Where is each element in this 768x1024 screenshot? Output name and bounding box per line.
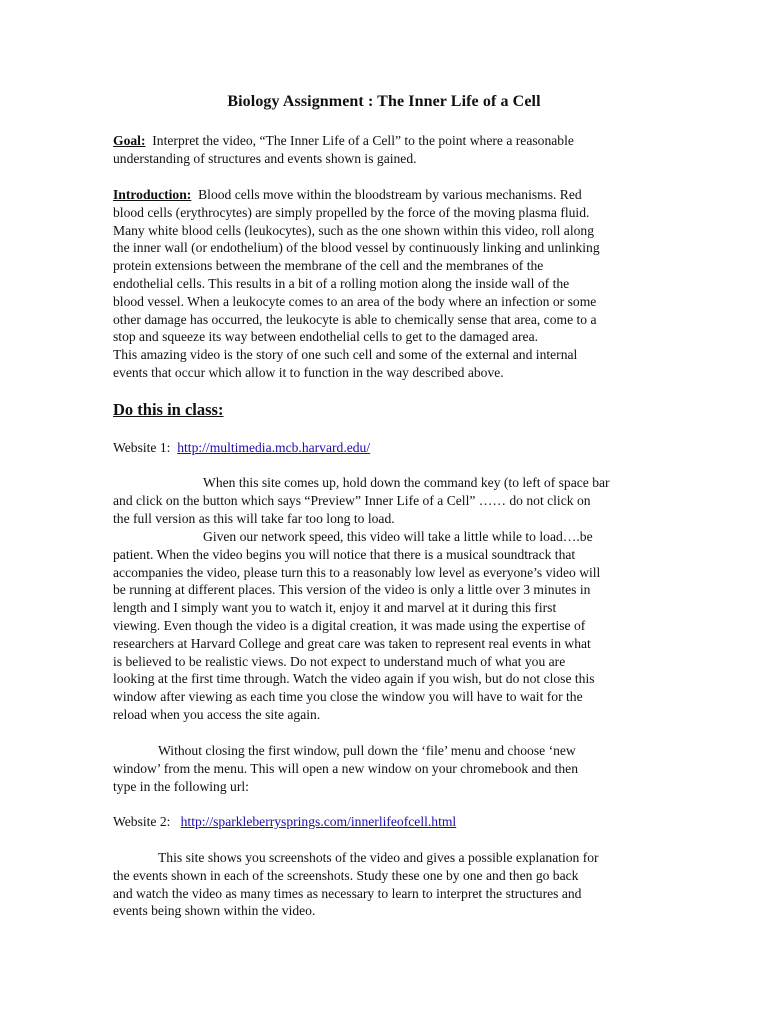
website-2-link[interactable]: http://sparkleberrysprings.com/innerlifeofcell.html	[180, 814, 457, 829]
para4-line-1: This site shows you screenshots of the video and gives a possible explanation for	[158, 850, 599, 865]
intro-line-1: Blood cells move within the bloodstream by various mechanisms. Red	[198, 187, 582, 202]
paragraph-2	[113, 528, 658, 724]
para2-line-6: viewing. Even though the video is a digital creation, it was made using the expertise of	[113, 617, 586, 633]
introduction-label: Introduction:	[113, 187, 192, 202]
para2-line-2: patient. When the video begins you will notice that there is a musical soundtrack that	[113, 546, 576, 562]
goal-line-2: understanding of structures and events shown is gained.	[113, 150, 417, 166]
goal-line-1: Interpret the video, “The Inner Life of a Cell” to the point where a reasonable	[152, 133, 574, 148]
paragraph-4	[113, 849, 658, 920]
intro-line-5: protein extensions between the membrane of the cell and the membranes of the	[113, 258, 544, 274]
website-2-label: Website 2:	[113, 814, 171, 829]
para2-line-9: looking at the first time through. Watch the video again if you wish, but do not close this	[113, 671, 595, 687]
para2-line-3: accompanies the video, please turn this to a reasonably low level as everyone’s video will	[113, 564, 601, 580]
intro-line-10: This amazing video is the story of one such cell and some of the external and internal	[113, 347, 578, 363]
para1-line-1: When this site comes up, hold down the command key (to left of space bar	[203, 475, 610, 490]
introduction-section	[113, 186, 658, 382]
intro-line-7: blood vessel. When a leukocyte comes to an area of the body where an infection or some	[113, 293, 597, 309]
website-1-link[interactable]: http://multimedia.mcb.harvard.edu/	[177, 440, 371, 455]
intro-line-6: endothelial cells. This results in a bit of a rolling motion along the inside wall of the	[113, 275, 570, 291]
para1-line-3: the full version as this will take far too long to load.	[113, 510, 395, 526]
para4-line-3: and watch the video as many times as necessary to learn to interpret the structures and	[113, 885, 582, 901]
website-1-row	[113, 439, 658, 457]
para2-line-4: be running at different places. This version of the video is only a little over 3 minutes in	[113, 582, 591, 598]
para2-line-10: window after viewing as each time you close the window you will have to wait for the	[113, 689, 583, 705]
para2-line-11: reload when you access the site again.	[113, 706, 321, 722]
intro-line-11: events that occur which allow it to function in the way described above.	[113, 364, 504, 380]
para2-line-8: is believed to be realistic views. Do not expect to understand much of what you are	[113, 653, 566, 669]
document-title: Biology Assignment : The Inner Life of a Cell	[227, 93, 541, 110]
intro-line-8: other damage has occurred, the leukocyte is able to chemically sense that area, come to a	[113, 311, 597, 327]
para2-line-7: researchers at Harvard College and great care was taken to represent real events in what	[113, 635, 591, 651]
website-1-label: Website 1:	[113, 440, 171, 455]
para3-line-1: Without closing the first window, pull down the ‘file’ menu and choose ‘new	[158, 743, 576, 758]
para2-line-1: Given our network speed, this video will take a little while to load….be	[203, 529, 593, 544]
website-2-row	[113, 813, 658, 831]
para4-line-4: events being shown within the video.	[113, 903, 316, 919]
intro-line-3: Many white blood cells (leukocytes), such as the one shown within this video, roll along	[113, 222, 594, 238]
goal-label: Goal:	[113, 133, 146, 148]
para1-line-2: and click on the button which says “Preview” Inner Life of a Cell” …… do not click on	[113, 492, 591, 508]
intro-line-2: blood cells (erythrocytes) are simply propelled by the force of the moving plasma fluid.	[113, 204, 590, 220]
para3-line-2: window’ from the menu. This will open a new window on your chromebook and then	[113, 760, 578, 776]
paragraph-1	[113, 474, 658, 527]
paragraph-3	[113, 742, 658, 795]
para4-line-2: the events shown in each of the screenshots. Study these one by one and then go back	[113, 867, 579, 883]
intro-line-4: the inner wall (or endothelium) of the blood vessel by continuously linking and unlinking	[113, 240, 600, 256]
para2-line-5: length and I simply want you to watch it, enjoy it and marvel at it during this first	[113, 600, 557, 616]
para3-line-3: type in the following url:	[113, 778, 249, 794]
goal-section	[113, 132, 658, 168]
section-heading: Do this in class:	[113, 400, 224, 419]
intro-line-9: stop and squeeze its way between endothelial cells to get to the damaged area.	[113, 329, 539, 345]
